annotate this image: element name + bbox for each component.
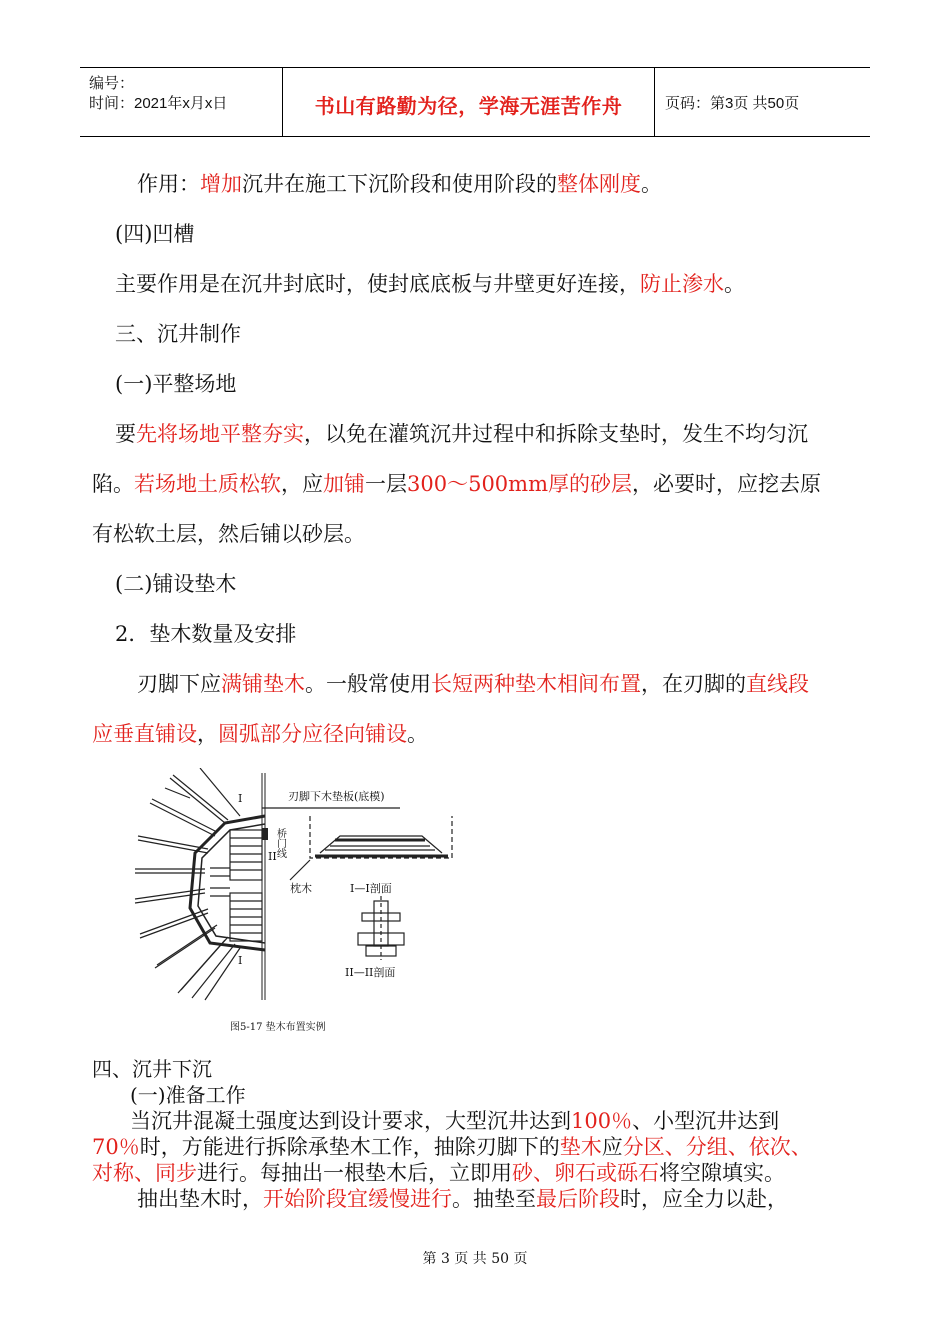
body-text: (一)平整场地	[115, 372, 237, 396]
figure-side-label: 桥门线	[274, 828, 286, 858]
figure-caption: 图5-17 垫木布置实例	[230, 1022, 326, 1033]
body-text: 。	[724, 272, 745, 296]
figure-top-label: 刃脚下木垫板(底模)	[288, 790, 385, 803]
highlight-text: 防止渗水	[640, 272, 724, 296]
body-text: 沉井在施工下沉阶段和使用阶段的	[242, 172, 557, 196]
body-line-2	[92, 1133, 812, 1161]
highlight-text: 整体刚度	[557, 172, 641, 196]
body-text: (一)准备工作	[130, 1083, 246, 1107]
body-text: 抽出垫木时，	[137, 1187, 263, 1211]
highlight-text: 先将场地平整夯实	[136, 422, 304, 446]
body-line-2	[92, 1055, 212, 1083]
body-text: 应	[601, 1135, 623, 1159]
straight-sleepers	[210, 830, 262, 941]
section-1-drawing	[290, 816, 452, 880]
header-meta-cell	[80, 68, 283, 136]
header-motto-cell	[283, 68, 655, 136]
body-line	[92, 520, 365, 548]
body-line-2	[137, 1185, 788, 1213]
highlight-text: 100％	[571, 1109, 633, 1133]
body-line-2	[130, 1107, 779, 1135]
body-text: 有松软土层，然后铺以砂层。	[92, 522, 365, 546]
body-text: 。	[407, 722, 428, 746]
body-text: ，以免在灌筑沉井过程中和拆除支垫时，发生不均匀沉	[304, 422, 808, 446]
body-text: 刃脚下应	[137, 672, 221, 696]
body-line-2	[92, 1159, 785, 1187]
section-1-label: I—I剖面	[350, 882, 392, 895]
body-text: 时，应全力以赴，	[620, 1187, 788, 1211]
body-line	[137, 170, 662, 198]
highlight-text: 增加	[200, 172, 242, 196]
body-text: 进行。每抽出一根垫木后，立即用	[197, 1161, 512, 1185]
highlight-text: 300～500mm厚的砂层	[407, 472, 632, 496]
body-line-2	[130, 1081, 246, 1109]
number-label: 编号：	[89, 75, 135, 92]
body-text: ，	[197, 722, 218, 746]
highlight-text: 加铺	[323, 472, 365, 496]
body-text: 时，方能进行拆除承垫木工作，抽除刃脚下的	[139, 1135, 560, 1159]
section-2-drawing	[358, 896, 404, 960]
body-line	[115, 320, 241, 348]
body-text: 。	[641, 172, 662, 196]
mark-II: II	[268, 850, 277, 863]
body-line	[115, 220, 194, 248]
page-footer: 第 3 页 共 50 页	[422, 1251, 528, 1267]
body-text: ，应	[281, 472, 323, 496]
date-label: 时间：2021年x月x日	[89, 95, 228, 112]
highlight-text: 对称、同步	[92, 1161, 197, 1185]
highlight-text: 土质松软	[197, 472, 281, 496]
body-text: 2．垫木数量及安排	[115, 622, 297, 646]
body-text: 要	[115, 422, 136, 446]
highlight-text: 开始阶段宜缓慢进行	[263, 1187, 452, 1211]
well-wall	[190, 816, 265, 950]
body-text: 将空隙填实。	[659, 1161, 785, 1185]
body-text: 一层	[365, 472, 407, 496]
body-text: 主要作用是在沉井封底时，使封底底板与井壁更好连接，	[115, 272, 640, 296]
body-text: 作用：	[137, 172, 200, 196]
highlight-text: 分区、分组、依次、	[622, 1135, 812, 1159]
body-line	[137, 670, 809, 698]
body-line	[92, 470, 821, 498]
body-text: 四、沉井下沉	[92, 1057, 212, 1081]
highlight-text: 圆弧部分应径向铺设	[218, 722, 407, 746]
body-line	[115, 570, 236, 598]
highlight-text: 满铺垫木	[221, 672, 305, 696]
header-page-cell	[655, 68, 870, 136]
body-text: ，在刃脚的	[641, 672, 746, 696]
body-text: 、小型沉井达到	[632, 1109, 780, 1133]
body-line	[115, 420, 808, 448]
body-line	[115, 270, 745, 298]
highlight-text: 最后阶段	[536, 1187, 620, 1211]
body-text: 三、沉井制作	[115, 322, 241, 346]
highlight-text: 若场地	[134, 472, 197, 496]
mark-I-bottom: I	[238, 954, 243, 967]
body-text: 。抽垫至	[452, 1187, 536, 1211]
body-text: 当沉井混凝土强度达到设计要求，大型沉井达到	[130, 1109, 571, 1133]
body-text: 陷。	[92, 472, 134, 496]
pillow-label: 枕木	[290, 882, 312, 895]
body-text: (四)凹槽	[115, 222, 195, 246]
body-text: 。一般常使用	[305, 672, 431, 696]
highlight-text: 长短两种垫木相间布置	[431, 672, 641, 696]
highlight-text: 直线段	[746, 672, 809, 696]
body-text: ，必要时，应挖去原	[632, 472, 821, 496]
body-line	[115, 370, 236, 398]
motto: 书山有路勤为径，学海无涯苦作舟	[314, 96, 623, 118]
body-line	[115, 620, 296, 648]
mark-I-top: I	[238, 792, 243, 805]
highlight-text: 应垂直铺设	[92, 722, 197, 746]
highlight-text: 70％	[92, 1135, 140, 1159]
section-2-label: II—II剖面	[345, 966, 396, 979]
body-line	[92, 720, 428, 748]
sleeper-layout-figure	[130, 768, 460, 1038]
highlight-text: 砂、卵石或砾石	[512, 1161, 659, 1185]
radial-sleepers	[135, 768, 243, 1000]
page-info: 页码：第3页 共50页	[665, 95, 800, 112]
page-header	[80, 67, 870, 137]
highlight-text: 垫木	[559, 1135, 602, 1159]
body-text: (二)铺设垫木	[115, 572, 237, 596]
